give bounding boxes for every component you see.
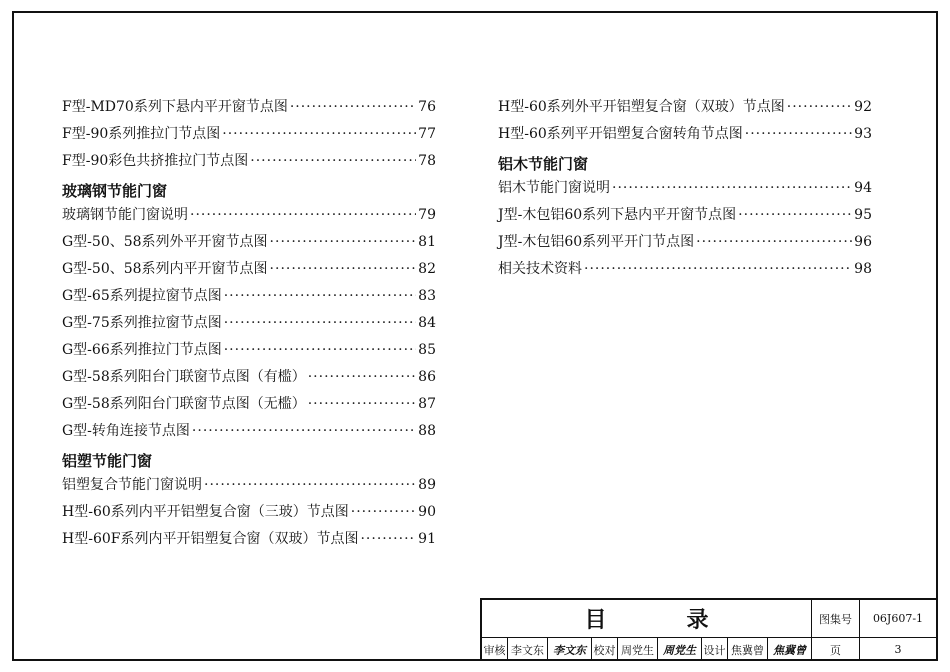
toc-entry-title: J型-木包铝60系列下悬内平开窗节点图 <box>498 207 737 223</box>
dot-leader <box>222 126 416 142</box>
dot-leader <box>204 477 416 493</box>
toc-entry <box>62 204 436 231</box>
dot-leader <box>612 180 852 196</box>
toc-entry <box>62 96 436 123</box>
atlas-number: 06J607-1 <box>872 612 924 625</box>
toc-entry-title: G型-50、58系列外平开窗节点图 <box>62 234 268 250</box>
toc-entry <box>62 528 436 555</box>
dot-leader <box>224 342 416 358</box>
title-char-1: 目 <box>584 608 607 633</box>
review-label: 审核 <box>482 638 508 661</box>
design-name: 焦冀曾 <box>728 638 768 661</box>
toc-left-column <box>62 96 436 555</box>
dot-leader <box>308 396 416 412</box>
toc-entry-page: 78 <box>418 153 436 169</box>
toc-entry-title: H型-60系列平开铝塑复合窗转角节点图 <box>498 126 743 142</box>
drawing-title <box>482 600 812 637</box>
toc-entry-title: G型-转角连接节点图 <box>62 423 190 439</box>
dot-leader <box>290 99 416 115</box>
dot-leader <box>360 531 416 547</box>
toc-entry-title: G型-58系列阳台门联窗节点图（有槛） <box>62 369 306 385</box>
dot-leader <box>696 234 852 250</box>
toc-entry-title: 相关技术资料 <box>498 261 582 277</box>
toc-entry-title: F型-MD70系列下悬内平开窗节点图 <box>62 99 288 115</box>
toc-entry-title: G型-58系列阳台门联窗节点图（无槛） <box>62 396 306 412</box>
toc-entry <box>498 231 872 258</box>
toc-entry <box>62 366 436 393</box>
toc-entry <box>62 150 436 177</box>
toc-entry-title: G型-75系列推拉窗节点图 <box>62 315 222 331</box>
toc-entry-title: H型-60系列外平开铝塑复合窗（双玻）节点图 <box>498 99 785 115</box>
toc-entry-page: 91 <box>418 531 436 547</box>
toc-entry-page: 98 <box>854 261 872 277</box>
section-heading: 铝木节能门窗 <box>498 155 589 173</box>
toc-entry-title: 铝木节能门窗说明 <box>498 180 610 196</box>
dot-leader <box>745 126 852 142</box>
toc-entry <box>62 474 436 501</box>
check-label: 校对 <box>592 638 618 661</box>
title-char-2: 录 <box>686 608 709 633</box>
toc-entry-page: 79 <box>418 207 436 223</box>
check-signature: 周党生 <box>658 638 702 661</box>
dot-leader <box>738 207 852 223</box>
toc-entry-page: 89 <box>418 477 436 493</box>
toc-entry-title: F型-90系列推拉门节点图 <box>62 126 221 142</box>
toc-entry-page: 86 <box>418 369 436 385</box>
dot-leader <box>351 504 416 520</box>
toc-entry <box>62 393 436 420</box>
toc-entry-title: F型-90彩色共挤推拉门节点图 <box>62 153 249 169</box>
page-number: 3 <box>894 643 902 656</box>
toc-entry-page: 84 <box>418 315 436 331</box>
section-heading: 玻璃钢节能门窗 <box>62 182 168 200</box>
title-block-bottom-row <box>482 638 936 661</box>
toc-entry-page: 83 <box>418 288 436 304</box>
toc-entry <box>62 339 436 366</box>
toc-entry <box>498 177 872 204</box>
toc-entry <box>62 312 436 339</box>
atlas-number-label: 图集号 <box>812 600 860 637</box>
dot-leader <box>270 261 417 277</box>
toc-entry-page: 77 <box>418 126 436 142</box>
toc-entry-title: G型-66系列推拉门节点图 <box>62 342 222 358</box>
toc-entry-page: 96 <box>854 234 872 250</box>
dot-leader <box>224 288 416 304</box>
dot-leader <box>787 99 852 115</box>
toc-right-column <box>498 96 872 285</box>
toc-entry <box>62 231 436 258</box>
toc-entry-page: 94 <box>854 180 872 196</box>
toc-entry-title: H型-60F系列内平开铝塑复合窗（双玻）节点图 <box>62 531 359 547</box>
toc-entry <box>62 285 436 312</box>
dot-leader <box>270 234 417 250</box>
toc-entry <box>62 258 436 285</box>
toc-entry <box>498 204 872 231</box>
dot-leader <box>190 207 416 223</box>
toc-entry-title: 玻璃钢节能门窗说明 <box>62 207 188 223</box>
title-block <box>480 598 938 661</box>
section-heading: 铝塑节能门窗 <box>62 452 153 470</box>
title-block-top-row <box>482 600 936 638</box>
review-name: 李文东 <box>508 638 548 661</box>
check-name: 周党生 <box>618 638 658 661</box>
design-label: 设计 <box>702 638 728 661</box>
toc-entry-page: 90 <box>418 504 436 520</box>
toc-entry-page: 85 <box>418 342 436 358</box>
toc-entry-title: 铝塑复合节能门窗说明 <box>62 477 202 493</box>
toc-entry <box>498 258 872 285</box>
toc-entry-page: 93 <box>854 126 872 142</box>
toc-entry <box>62 501 436 528</box>
page-label: 页 <box>812 638 860 661</box>
dot-leader <box>224 315 416 331</box>
toc-entry-title: H型-60系列内平开铝塑复合窗（三玻）节点图 <box>62 504 349 520</box>
toc-entry-title: G型-65系列提拉窗节点图 <box>62 288 222 304</box>
dot-leader <box>192 423 416 439</box>
review-signature: 李文东 <box>548 638 592 661</box>
toc-entry-title: J型-木包铝60系列平开门节点图 <box>498 234 695 250</box>
dot-leader <box>308 369 416 385</box>
toc-entry-page: 95 <box>854 207 872 223</box>
design-signature: 焦冀曾 <box>768 638 812 661</box>
dot-leader <box>250 153 416 169</box>
toc-entry <box>62 420 436 447</box>
toc-entry-page: 92 <box>854 99 872 115</box>
toc-entry-page: 87 <box>418 396 436 412</box>
toc-entry-page: 82 <box>418 261 436 277</box>
toc-entry-page: 81 <box>418 234 436 250</box>
toc-entry-page: 76 <box>418 99 436 115</box>
toc-entry <box>498 96 872 123</box>
toc-entry <box>62 123 436 150</box>
toc-entry-page: 88 <box>418 423 436 439</box>
toc-entry-title: G型-50、58系列内平开窗节点图 <box>62 261 268 277</box>
toc-entry <box>498 123 872 150</box>
dot-leader <box>584 261 852 277</box>
